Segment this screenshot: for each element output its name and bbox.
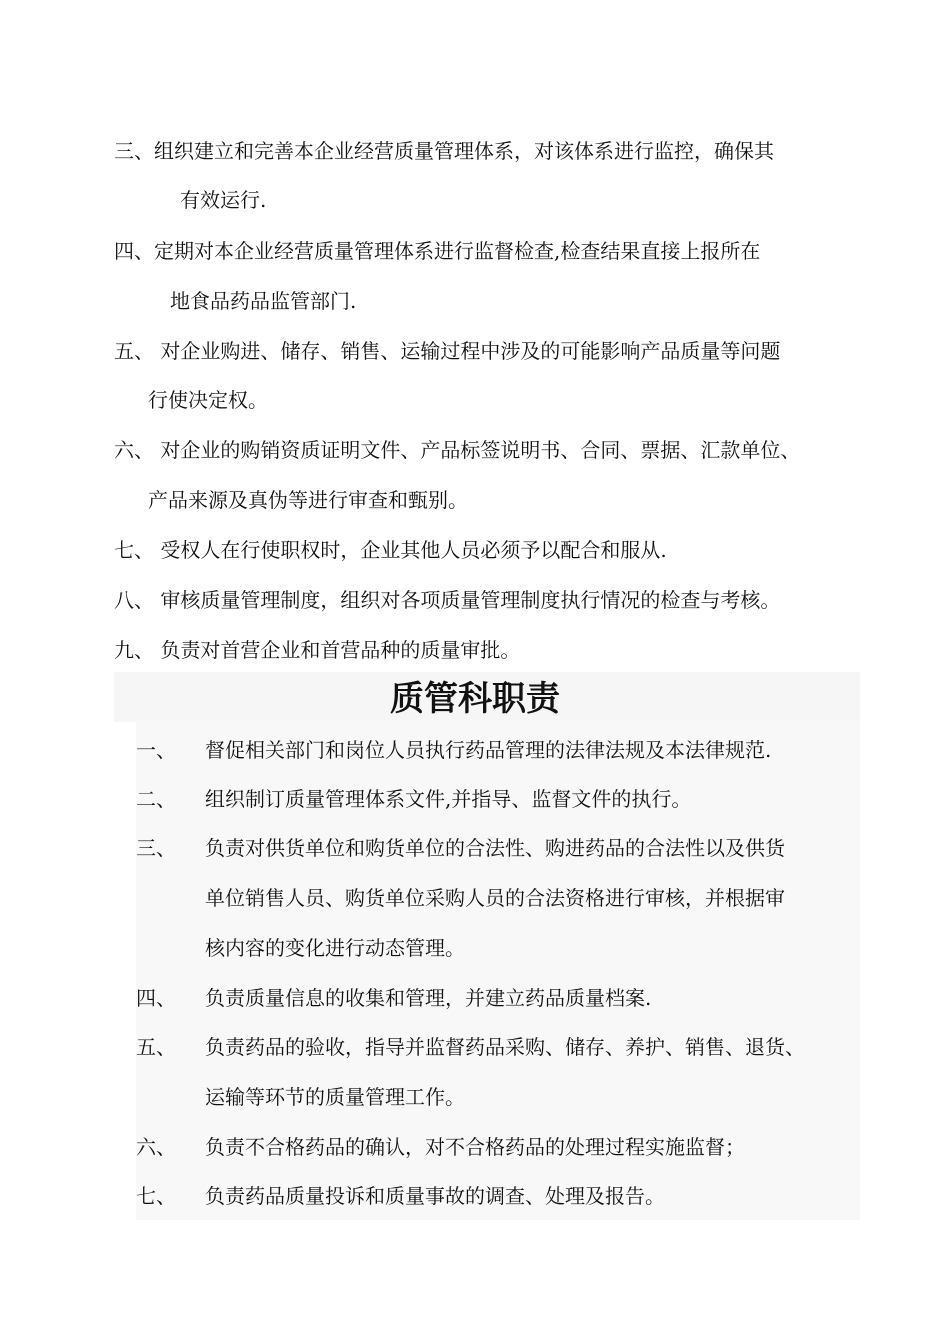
upper-item-7: 七、 受权人在行使职权时，企业其他人员必须予以配合和服从. (114, 538, 667, 562)
duty-2-number: 二、 (136, 787, 176, 811)
upper-item-4-line2: 地食品药品监管部门. (170, 289, 357, 313)
upper-item-4-line1: 四、定期对本企业经营质量管理体系进行监督检查,检查结果直接上报所在 (114, 239, 761, 263)
upper-item-8: 八、 审核质量管理制度，组织对各项质量管理制度执行情况的检查与考核。 (114, 588, 781, 612)
duty-6-text: 负责不合格药品的确认，对不合格药品的处理过程实施监督； (205, 1135, 745, 1159)
duty-7-number: 七、 (136, 1184, 176, 1208)
duty-3-text-line1: 负责对供货单位和购货单位的合法性、购进药品的合法性以及供货 (205, 836, 785, 860)
duty-5-text-line1: 负责药品的验收，指导并监督药品采购、储存、养护、销售、退货、 (205, 1035, 805, 1059)
duty-2-text: 组织制订质量管理体系文件,并指导、监督文件的执行。 (205, 787, 692, 811)
duty-3-text-line2: 单位销售人员、购货单位采购人员的合法资格进行审核，并根据审 (205, 886, 785, 910)
duty-1-number: 一、 (136, 738, 176, 762)
duty-5-text-line2: 运输等环节的质量管理工作。 (205, 1085, 465, 1109)
duty-4-text: 负责质量信息的收集和管理，并建立药品质量档案. (205, 986, 652, 1010)
duty-4-number: 四、 (136, 986, 176, 1010)
section-title: 质管科职责 (390, 679, 560, 719)
upper-item-5-line2: 行使决定权。 (148, 388, 268, 412)
duty-7-text: 负责药品质量投诉和质量事故的调查、处理及报告。 (205, 1184, 665, 1208)
duty-1-text: 督促相关部门和岗位人员执行药品管理的法律法规及本法律规范. (205, 738, 772, 762)
upper-item-6-line1: 六、 对企业的购销资质证明文件、产品标签说明书、合同、票据、汇款单位、 (114, 438, 801, 462)
duty-3-number: 三、 (136, 836, 176, 860)
upper-item-9: 九、 负责对首营企业和首营品种的质量审批。 (114, 638, 521, 662)
upper-item-6-line2: 产品来源及真伪等进行审查和甄别。 (148, 488, 468, 512)
upper-item-3-line1: 三、组织建立和完善本企业经营质量管理体系，对该体系进行监控，确保其 (114, 139, 774, 163)
upper-item-5-line1: 五、 对企业购进、储存、销售、运输过程中涉及的可能影响产品质量等问题 (114, 339, 781, 363)
upper-item-3-line2: 有效运行. (180, 188, 267, 212)
duty-5-number: 五、 (136, 1035, 176, 1059)
duty-6-number: 六、 (136, 1135, 176, 1159)
duty-3-text-line3: 核内容的变化进行动态管理。 (205, 936, 465, 960)
